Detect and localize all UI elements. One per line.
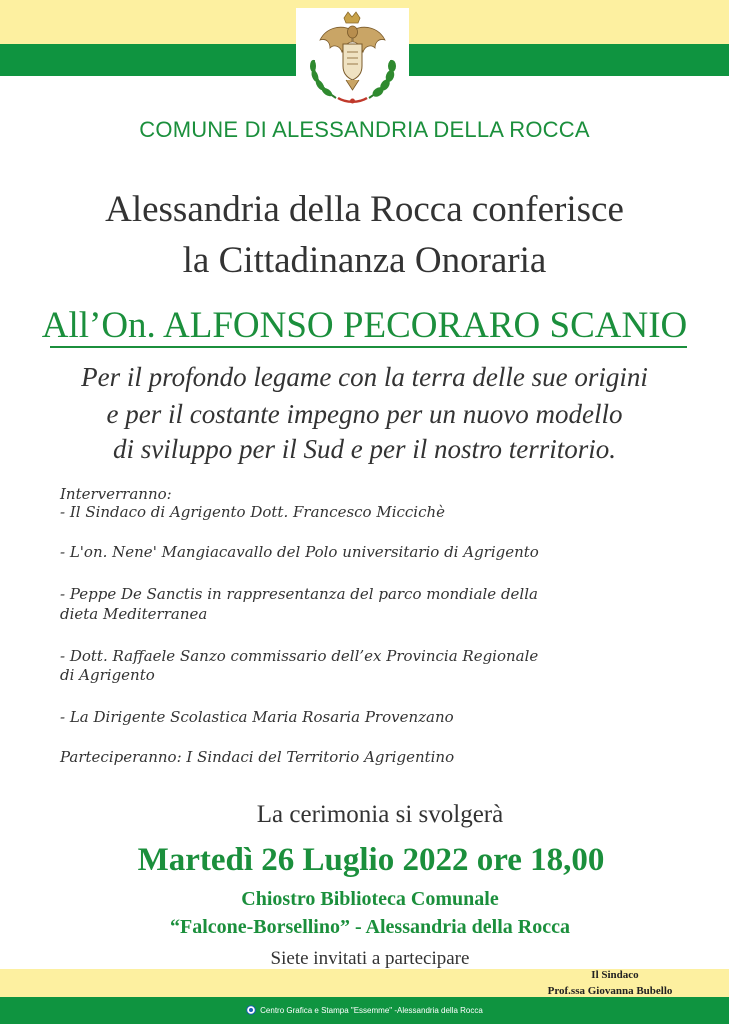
headline-line-1: Alessandria della Rocca conferisce [105,189,624,230]
printer-credit-text: Centro Grafica e Stampa "Essemme" -Alessandria della Rocca [260,1006,483,1016]
printer-credit [0,1005,729,1017]
honoree-name: All’On. ALFONSO PECORARO SCANIO [41,305,688,346]
speaker-item: - Il Sindaco di Agrigento Dott. Francesco Miccichè [60,503,446,521]
invitation-text: Siete invitati a partecipare [270,948,470,969]
printer-logo-icon [246,1005,256,1017]
speaker-item-continuation: di Agrigento [60,666,155,684]
headline-line-2: la Cittadinanza Onoraria [182,240,547,281]
motivation-line-1: Per il profondo legame con la terra delle sue origini [81,362,648,392]
speaker-item: - L'on. Nene' Mangiacavallo del Polo universitario di Agrigento [60,543,539,561]
signature-title: Il Sindaco [591,969,639,981]
motivation-line-2: e per il costante impegno per un nuovo modello [106,399,623,429]
speaker-item: - Dott. Raffaele Sanzo commissario dell’ex Provincia Regionale [60,647,539,665]
participants-note: Parteciperanno: I Sindaci del Territorio Agrigentino [60,748,455,766]
speaker-item: - La Dirigente Scolastica Maria Rosaria Provenzano [60,708,454,726]
speaker-item: - Peppe De Sanctis in rappresentanza del parco mondiale della [60,585,538,603]
signature-name: Prof.ssa Giovanna Bubello [547,985,673,997]
municipality-name: COMUNE DI ALESSANDRIA DELLA ROCCA [139,117,590,142]
motivation-line-3: di sviluppo per il Sud e per il nostro territorio. [113,434,616,464]
venue-line-2: “Falcone-Borsellino” - Alessandria della Rocca [170,916,570,938]
ceremony-date: Martedì 26 Luglio 2022 ore 18,00 [137,842,605,878]
speakers-intro: Interverranno: [60,485,172,503]
honoree-underline [50,346,687,348]
venue-line-1: Chiostro Biblioteca Comunale [241,888,499,910]
speaker-item-continuation: dieta Mediterranea [60,605,208,623]
municipal-crest-icon [296,8,409,111]
ceremony-lead: La cerimonia si svolgerà [256,801,504,828]
